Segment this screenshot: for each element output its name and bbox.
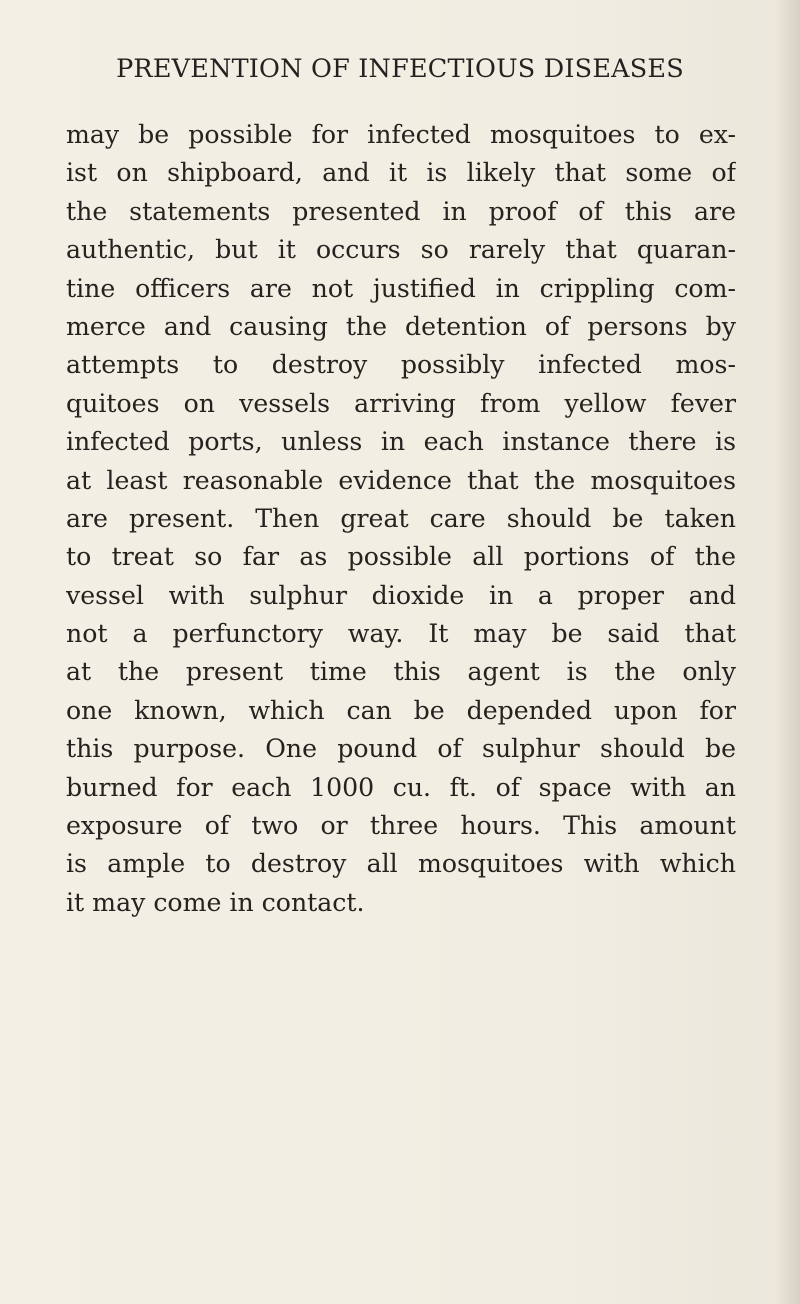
text-line: tine officers are not justified in crippling com- xyxy=(66,273,736,303)
text-line-last: it may come in contact. xyxy=(66,887,365,917)
text-line: this purpose. One pound of sulphur should be xyxy=(66,734,736,764)
text-line: at the present time this agent is the only xyxy=(66,657,736,687)
text-line: to treat so far as possible all portions of the xyxy=(66,542,736,572)
text-line: at least reasonable evidence that the mosquitoes xyxy=(66,465,736,495)
text-line: exposure of two or three hours. This amount xyxy=(66,811,736,841)
text-line: infected ports, unless in each instance there is xyxy=(66,427,736,457)
text-line: the statements presented in proof of this are xyxy=(66,196,736,226)
text-line: not a perfunctory way. It may be said that xyxy=(66,619,736,649)
text-line: merce and causing the detention of persons by xyxy=(66,311,736,341)
text-line: quitoes on vessels arriving from yellow fever xyxy=(66,388,736,418)
text-line: vessel with sulphur dioxide in a proper and xyxy=(66,580,736,610)
text-line: ist on shipboard, and it is likely that some of xyxy=(66,158,736,188)
text-line: are present. Then great care should be taken xyxy=(66,503,736,533)
text-line: burned for each 1000 cu. ft. of space with an xyxy=(66,772,736,802)
body-paragraph xyxy=(66,116,736,922)
text-line: one known, which can be depended upon for xyxy=(66,695,736,725)
text-line: attempts to destroy possibly infected mos- xyxy=(66,350,736,380)
text-line: authentic, but it occurs so rarely that quaran- xyxy=(66,235,736,265)
text-line: may be possible for infected mosquitoes to ex- xyxy=(66,120,736,149)
running-head: PREVENTION OF INFECTIOUS DISEASES xyxy=(116,54,684,84)
page-edge-shadow xyxy=(776,0,800,1304)
text-line: is ample to destroy all mosquitoes with which xyxy=(66,849,736,879)
